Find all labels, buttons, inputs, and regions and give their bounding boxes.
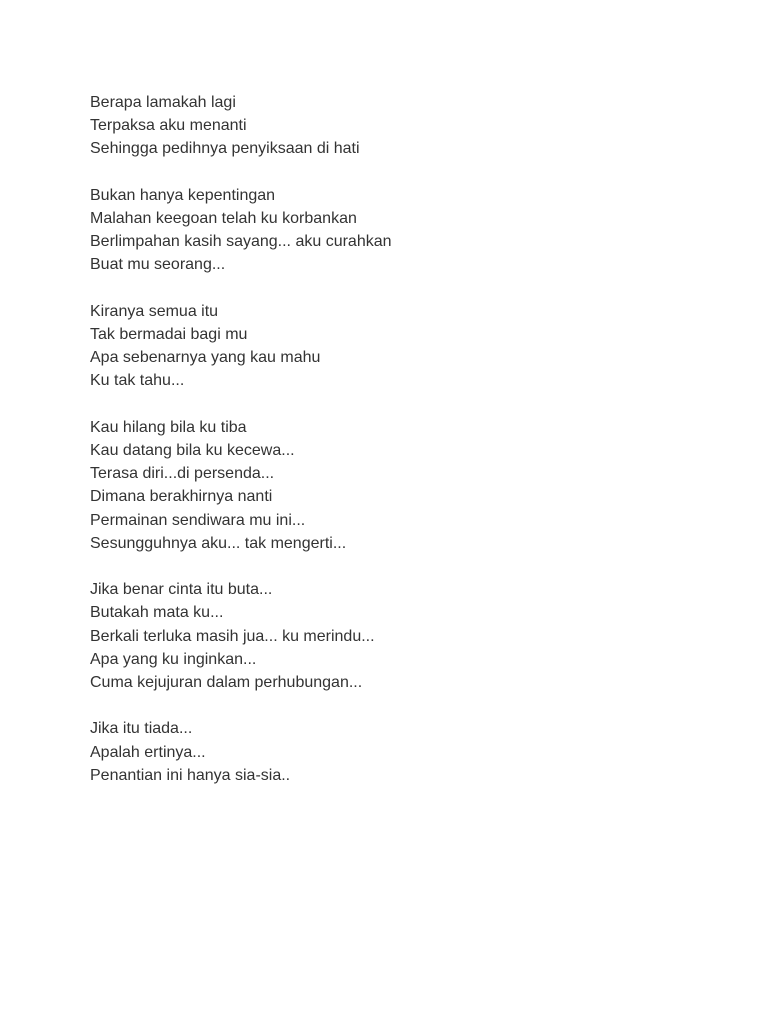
poem-line: Terasa diri...di persenda... (90, 465, 275, 483)
stanza-1 (90, 91, 730, 161)
poem-line: Tak bermadai bagi mu (90, 326, 248, 343)
stanza-4 (90, 416, 730, 555)
stanza-6 (90, 717, 730, 787)
poem-line: Ku tak tahu... (90, 372, 185, 390)
poem-line: Buat mu seorang... (90, 256, 226, 274)
poem-line: Kau datang bila ku kecewa... (90, 442, 295, 459)
poem-line: Kau hilang bila ku tiba (90, 418, 247, 436)
poem-line: Sesungguhnya aku... tak mengerti... (90, 534, 347, 552)
poem-line: Berapa lamakah lagi (90, 94, 236, 111)
poem-line: Apa sebenarnya yang kau mahu (90, 349, 321, 367)
poem-line: Bukan hanya kepentingan (90, 186, 276, 204)
poem-line: Butakah mata ku... (90, 604, 224, 622)
poem-line: Berlimpahan kasih sayang... aku curahkan (90, 233, 392, 251)
poem-body (90, 91, 730, 810)
poem-line: Cuma kejujuran dalam perhubungan... (90, 674, 363, 692)
poem-line: Kiranya semua itu (90, 302, 219, 320)
poem-line: Jika itu tiada... (90, 720, 193, 738)
poem-line: Penantian ini hanya sia-sia.. (90, 766, 291, 784)
poem-line: Berkali terluka masih jua... ku merindu... (90, 627, 375, 645)
stanza-3 (90, 300, 730, 393)
poem-line: Sehingga pedihnya penyiksaan di hati (90, 140, 360, 158)
poem-line: Apalah ertinya... (90, 743, 206, 761)
poem-line: Apa yang ku inginkan... (90, 650, 257, 668)
poem-line: Jika benar cinta itu buta... (90, 581, 273, 599)
stanza-5 (90, 578, 730, 694)
poem-line: Permainan sendiwara mu ini... (90, 511, 306, 529)
poem-line: Malahan keegoan telah ku korbankan (90, 210, 357, 227)
poem-line: Terpaksa aku menanti (90, 117, 247, 135)
stanza-2 (90, 184, 730, 277)
poem-line: Dimana berakhirnya nanti (90, 488, 273, 506)
